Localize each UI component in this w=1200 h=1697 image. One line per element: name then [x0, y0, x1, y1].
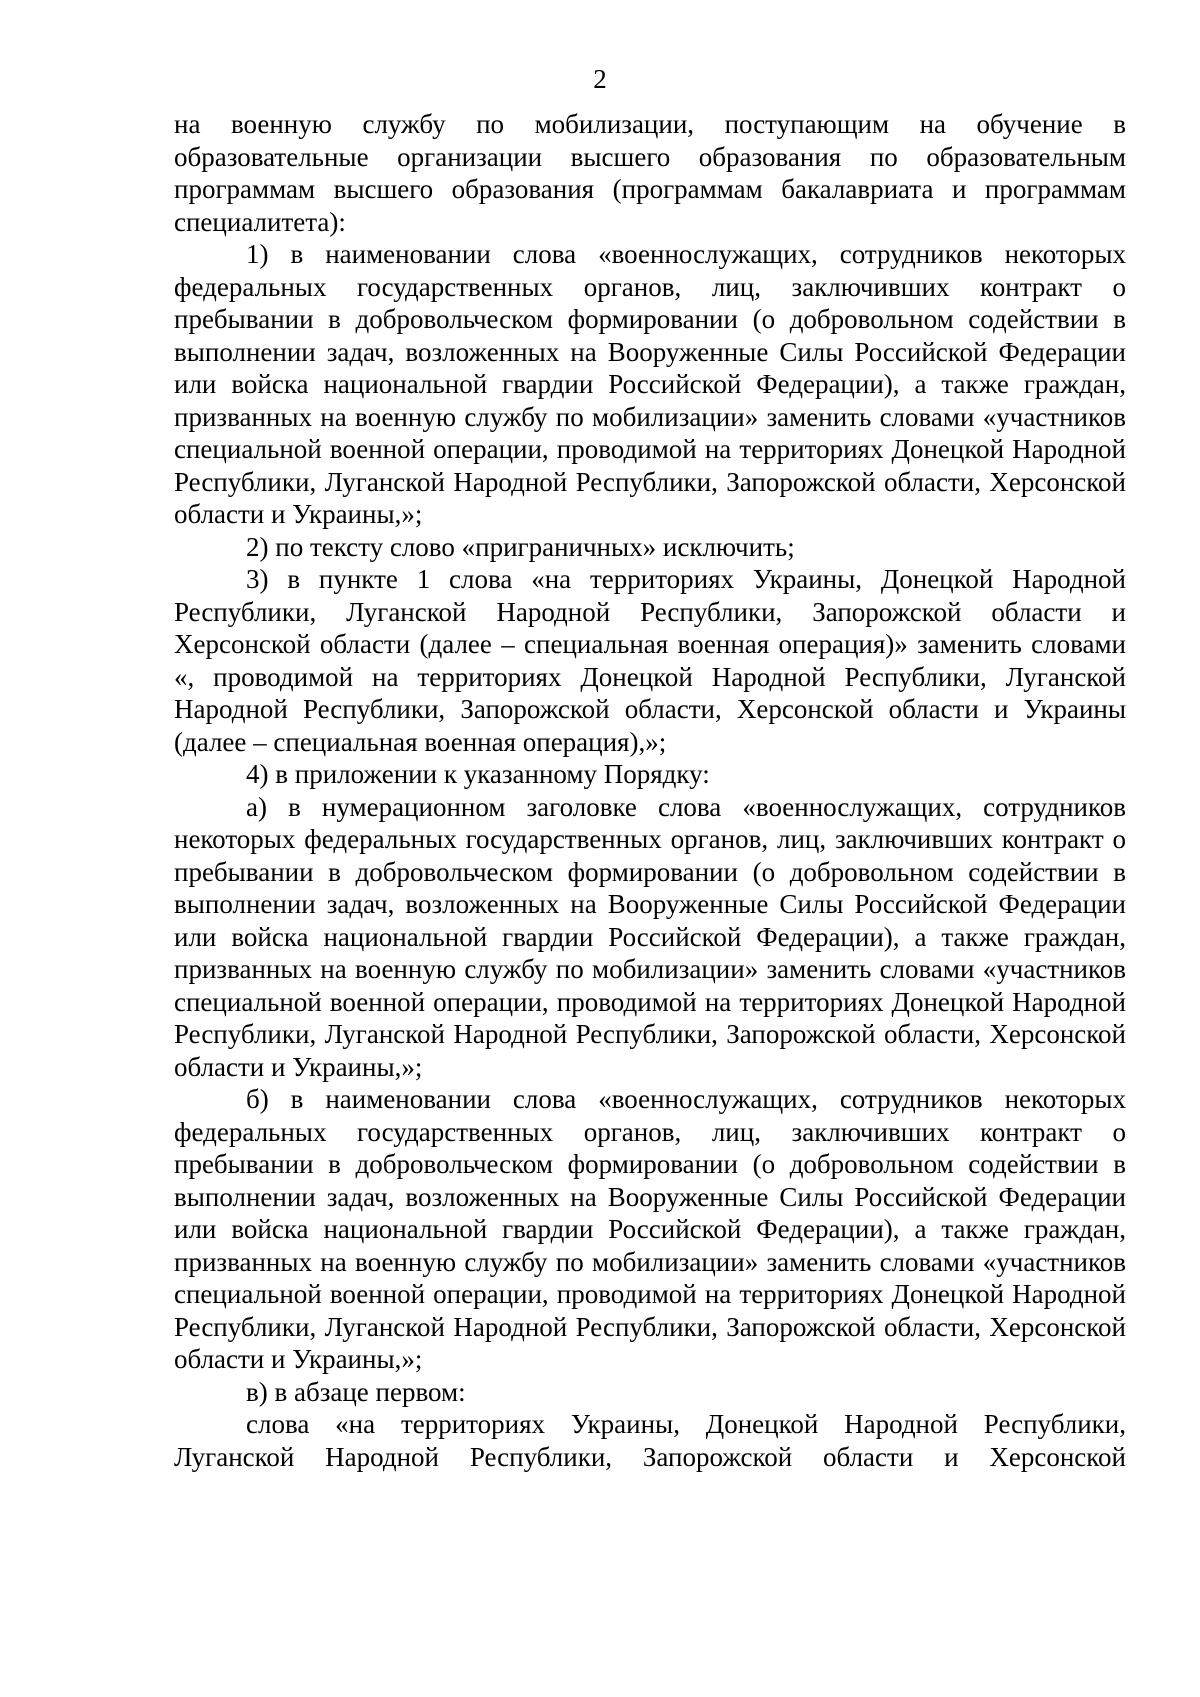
paragraph-item-4: 4) в приложении к указанному Порядку:	[246, 759, 710, 789]
paragraph-words: слова «на территориях Украины, Донецкой Народной Республики, Луганской Народной Республики, Запорожской области и Херсонской	[174, 1409, 1126, 1472]
page-number: 2	[593, 64, 607, 94]
paragraph-item-2: 2) по тексту слово «приграничных» исключить;	[246, 531, 795, 562]
paragraph-subitem-b: б) в наименовании слова «военнослужащих, сотрудников некоторых федеральных государственных органов, лиц, заключивших контракт о пребывании в добровольческом формировании (о добровольном содействии в выполнении задач, возложенных на Вооруженные Силы Российской Федерации или войска национальной гвардии Российской Федерации), а также граждан, призванных на военную службу по мобилизации» заменить словами «участников специальной военной операции, проводимой на территориях Донецкой Народной Республики, Луганской Народной Республики, Запорожской области, Херсонской области и Украины,»;	[174, 1084, 1126, 1374]
paragraph-continuation: на военную службу по мобилизации, поступающим на обучение в образовательные организации высшего образования по образовательным программам высшего образования (программам бакалавриата и программам специалитета):	[174, 109, 1126, 237]
paragraph-subitem-v: в) в абзаце первом:	[246, 1376, 466, 1407]
document-body	[174, 108, 1126, 1473]
paragraph-item-1: 1) в наименовании слова «военнослужащих, сотрудников некоторых федеральных государственных органов, лиц, заключивших контракт о пребывании в добровольческом формировании (о добровольном содействии в выполнении задач, возложенных на Вооруженные Силы Российской Федерации или войска национальной гвардии Российской Федерации), а также граждан, призванных на военную службу по мобилизации» заменить словами «участников специальной военной операции, проводимой на территориях Донецкой Народной Республики, Луганской Народной Республики, Запорожской области, Херсонской области и Украины,»;	[174, 239, 1126, 529]
paragraph-subitem-a: а) в нумерационном заголовке слова «военнослужащих, сотрудников некоторых федеральных государственных органов, лиц, заключивших контракт о пребывании в добровольческом формировании (о добровольном содействии в выполнении задач, возложенных на Вооруженные Силы Российской Федерации или войска национальной гвардии Российской Федерации), а также граждан, призванных на военную службу по мобилизации» заменить словами «участников специальной военной операции, проводимой на территориях Донецкой Народной Республики, Луганской Народной Республики, Запорожской области, Херсонской области и Украины,»;	[174, 791, 1126, 1082]
paragraph-item-3: 3) в пункте 1 слова «на территориях Украины, Донецкой Народной Республики, Луганской Народной Республики, Запорожской области и Херсонской области (далее – специальная военная операция)» заменить словами «, проводимой на территориях Донецкой Народной Республики, Луганской Народной Республики, Запорожской области, Херсонской области и Украины (далее – специальная военная операция),»;	[174, 564, 1126, 757]
